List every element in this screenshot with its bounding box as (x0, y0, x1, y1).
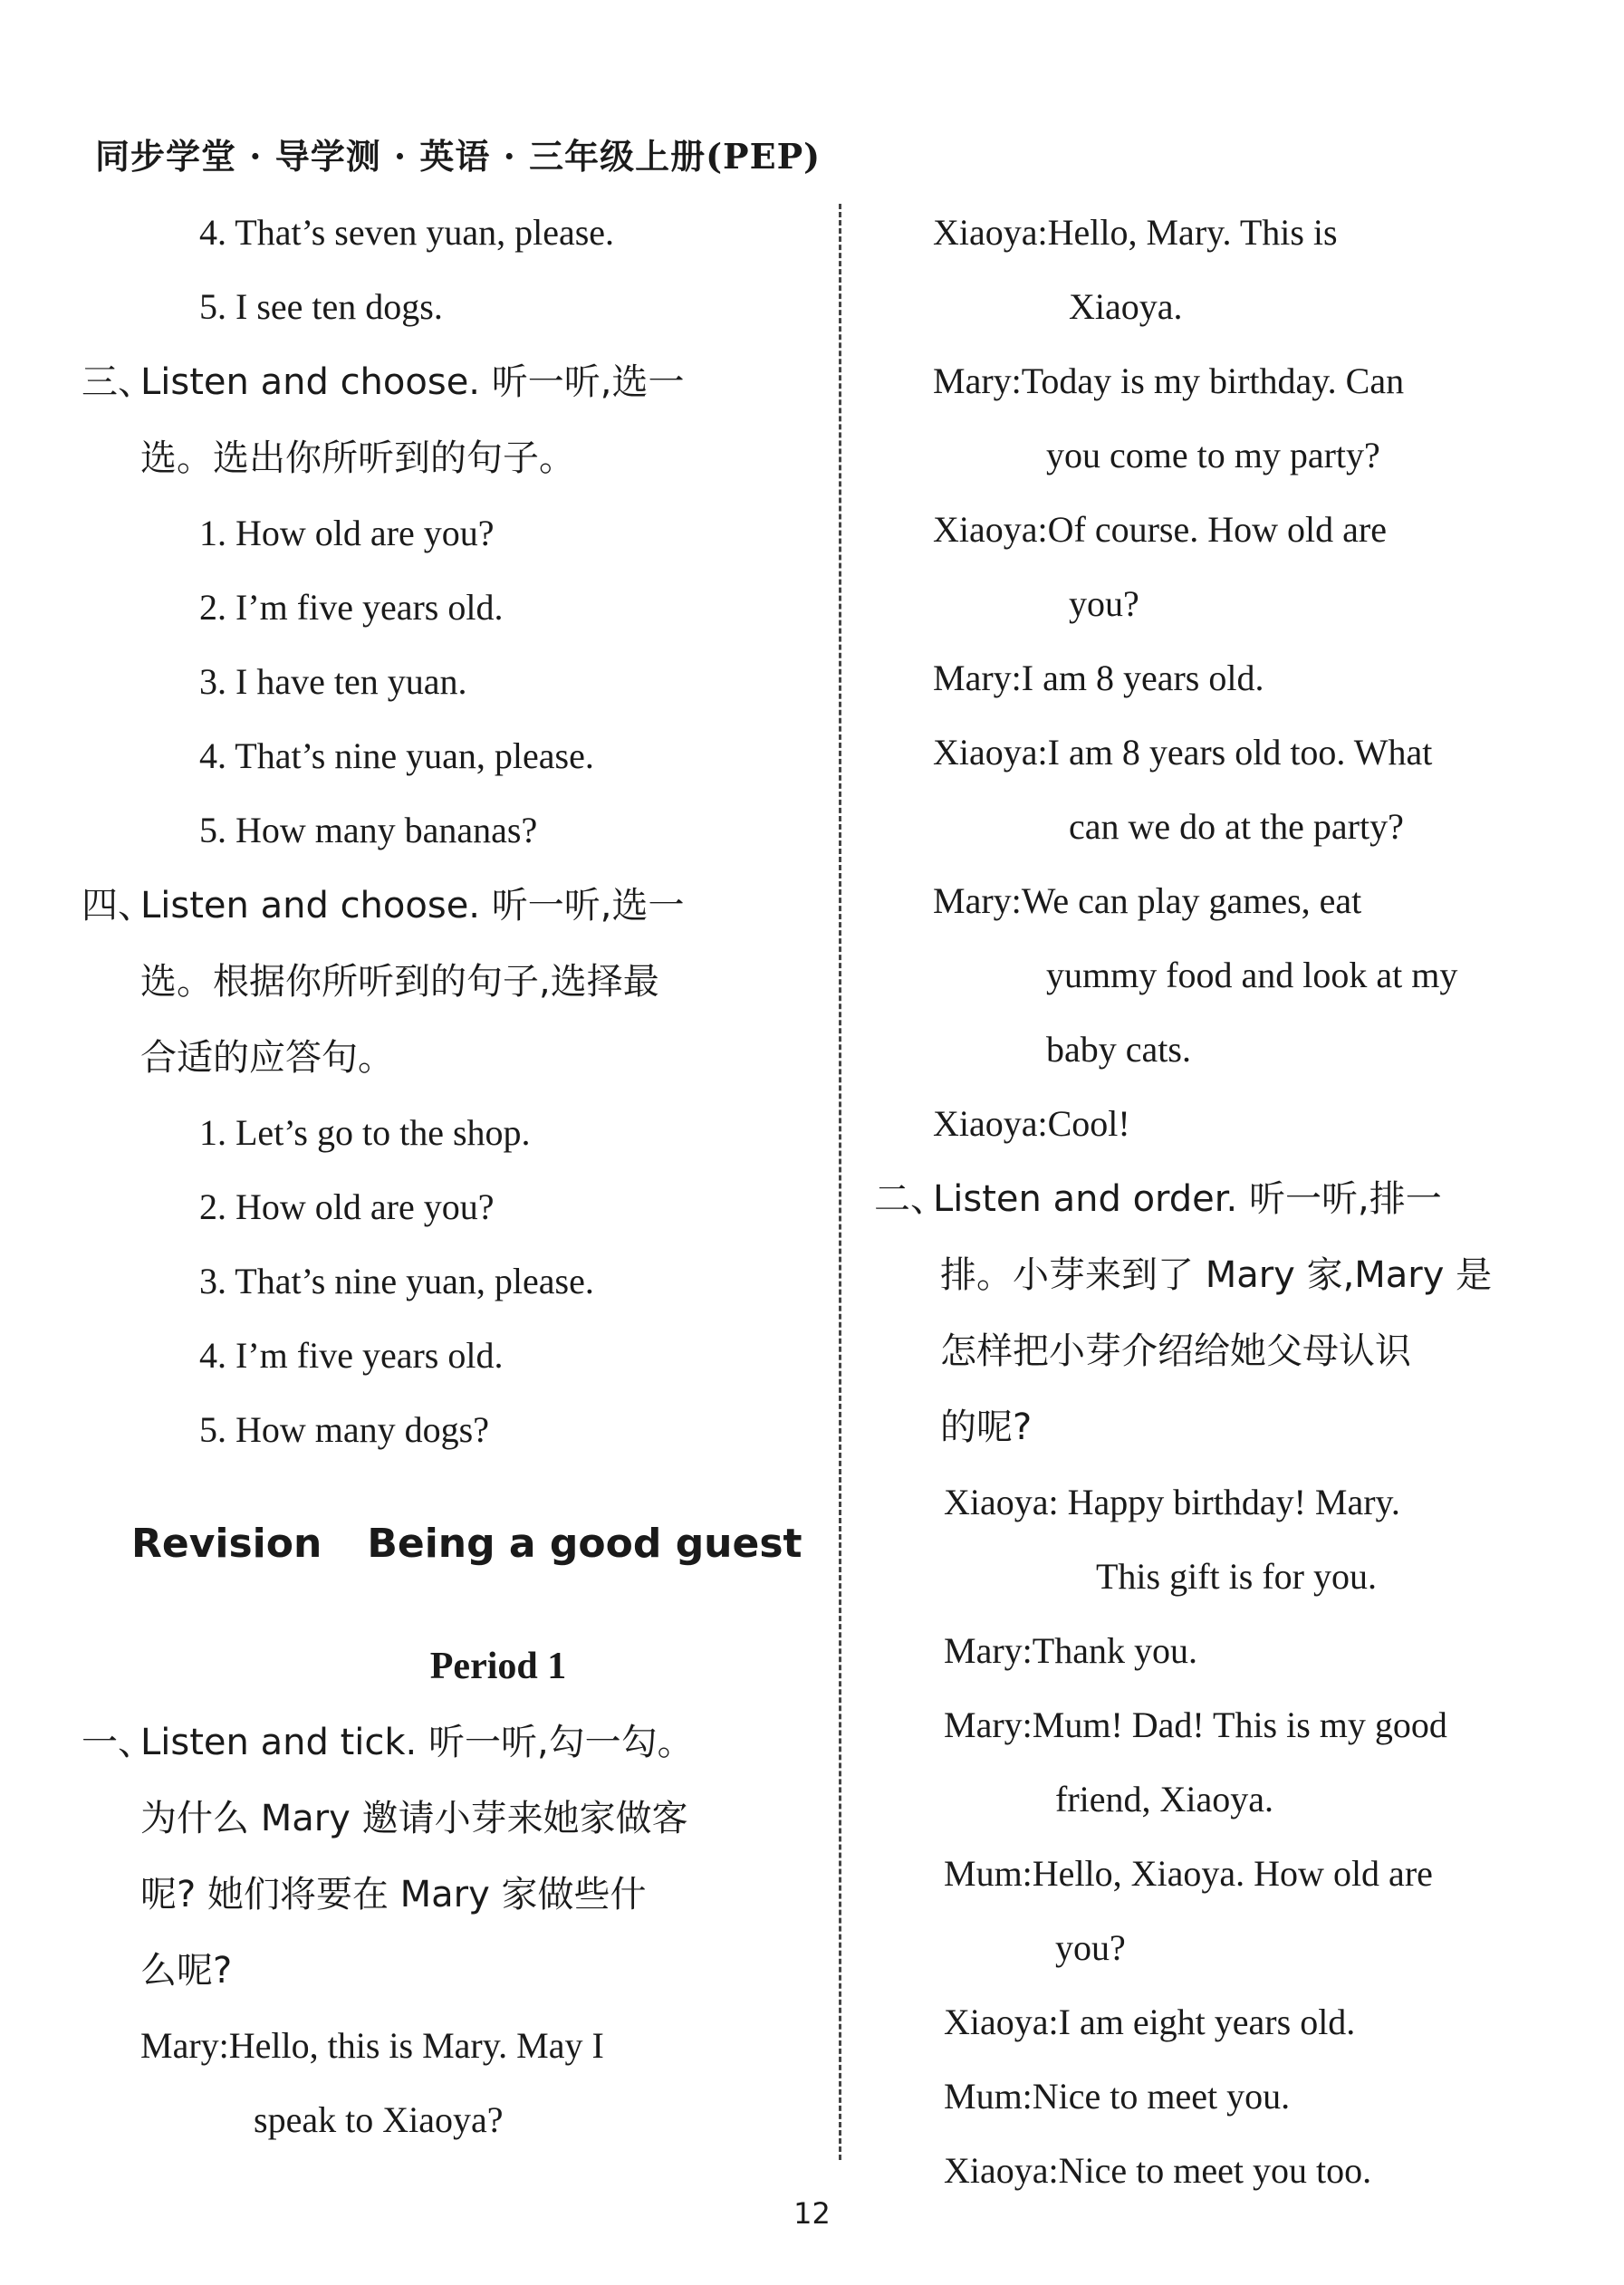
dialog-line-cont: speak to Xiaoya? (254, 2099, 504, 2140)
dialog-line: Mum:Nice to meet you. (944, 2076, 1291, 2117)
section-3-heading: 三、Listen and choose. 听一听,选一 (82, 361, 685, 403)
list-item: 5. How many bananas? (199, 810, 538, 850)
section-1-instruction: 么呢? (140, 1950, 233, 1992)
speaker: Xiaoya: (933, 212, 1048, 253)
list-item: 4. That’s nine yuan, please. (199, 735, 594, 776)
list-item: 3. That’s nine yuan, please. (199, 1261, 594, 1301)
revision-title (113, 1503, 802, 1585)
section-2-heading: 二、Listen and order. 听一听,排一 (874, 1178, 1442, 1220)
list-item: 4. I’m five years old. (199, 1335, 504, 1376)
dialog-line: Mary:We can play games, eat (933, 880, 1362, 921)
page-number: 12 (793, 2196, 831, 2231)
speaker: Mary: (944, 1630, 1033, 1671)
section-4-instruction: 合适的应答句。 (140, 1037, 394, 1079)
dialog-line: Mary:Today is my birthday. Can (933, 360, 1405, 401)
speaker: Mary: (933, 880, 1022, 921)
left-column (82, 196, 802, 2157)
section-2-instruction: 的呢? (940, 1407, 1033, 1448)
speaker: Xiaoya: (933, 1103, 1048, 1144)
column-divider (839, 204, 841, 2160)
speaker: Mum: (944, 1853, 1033, 1894)
period-title: Period 1 (429, 1646, 567, 1687)
dialog-line: Xiaoya:Nice to meet you too. (944, 2150, 1372, 2191)
dialog-line: Xiaoya:Of course. How old are (933, 509, 1387, 550)
section-1-instruction: 呢? 她们将要在 Mary 家做些什 (140, 1874, 647, 1915)
dialog-line: Xiaoya: Happy birthday! Mary. (944, 1482, 1400, 1522)
revision-label: Revision (131, 1521, 322, 1567)
dialog-line: Mary:Hello, this is Mary. May I (140, 2025, 604, 2066)
list-item: 1. Let’s go to the shop. (199, 1112, 531, 1153)
revision-name: Being a good guest (367, 1521, 802, 1567)
section-1-instruction: 为什么 Mary 邀请小芽来她家做客 (140, 1798, 688, 1839)
section-1-heading: 一、Listen and tick. 听一听,勾一勾。 (82, 1722, 694, 1763)
speaker: Mary: (140, 2025, 229, 2066)
list-item: 2. How old are you? (199, 1186, 495, 1227)
dialog-line: Xiaoya:I am 8 years old too. What (933, 732, 1433, 773)
speaker: Xiaoya: (933, 509, 1048, 550)
section-4-heading: 四、Listen and choose. 听一听,选一 (82, 885, 685, 926)
dialog-line: Mum:Hello, Xiaoya. How old are (944, 1853, 1433, 1894)
dialog-line: Xiaoya:Hello, Mary. This is (933, 212, 1338, 253)
dialog-line: Mary:Thank you. (944, 1630, 1197, 1671)
list-item: 1. How old are you? (199, 513, 495, 553)
list-item: 3. I have ten yuan. (199, 661, 467, 702)
dialog-line: Xiaoya:I am eight years old. (944, 2002, 1356, 2042)
dialog-line-cont: can we do at the party? (1069, 806, 1404, 847)
dialog-line-cont: you? (1055, 1927, 1126, 1968)
speaker: Mary: (944, 1704, 1033, 1745)
dialog-line-cont: This gift is for you. (1096, 1556, 1377, 1597)
running-header: 同步学堂 · 导学测 · 英语 · 三年级上册(PEP) (95, 136, 822, 177)
right-column (874, 196, 1535, 2208)
section-3-instruction: 选。选出你所听到的句子。 (140, 437, 575, 479)
dialog-line-cont: you come to my party? (1046, 435, 1380, 475)
speaker: Xiaoya: (944, 1482, 1059, 1522)
list-item: 5. How many dogs? (199, 1409, 489, 1450)
dialog-line: Xiaoya:Cool! (933, 1103, 1130, 1144)
dialog-line-cont: friend, Xiaoya. (1055, 1779, 1274, 1819)
section-2-instruction: 排。小芽来到了 Mary 家,Mary 是 (940, 1254, 1493, 1296)
dialog-line: Mary:Mum! Dad! This is my good (944, 1704, 1447, 1745)
dialog-line: Mary:I am 8 years old. (933, 658, 1264, 698)
section-4-instruction: 选。根据你所听到的句子,选择最 (140, 961, 659, 1003)
list-item: 2. I’m five years old. (199, 587, 504, 628)
dialog-line-cont: yummy food and look at my (1046, 955, 1458, 995)
dialog-line-cont: baby cats. (1046, 1029, 1191, 1070)
speaker: Xiaoya: (944, 2150, 1059, 2191)
list-item: 4. That’s seven yuan, please. (199, 212, 615, 253)
list-item: 5. I see ten dogs. (199, 286, 443, 327)
speaker: Mary: (933, 658, 1022, 698)
section-2-instruction: 怎样把小芽介绍给她父母认识 (940, 1330, 1411, 1372)
speaker: Xiaoya: (944, 2002, 1059, 2042)
speaker: Mary: (933, 360, 1022, 401)
dialog-line-cont: Xiaoya. (1069, 286, 1183, 327)
dialog-line-cont: you? (1069, 583, 1139, 624)
speaker: Mum: (944, 2076, 1033, 2117)
speaker: Xiaoya: (933, 732, 1048, 773)
